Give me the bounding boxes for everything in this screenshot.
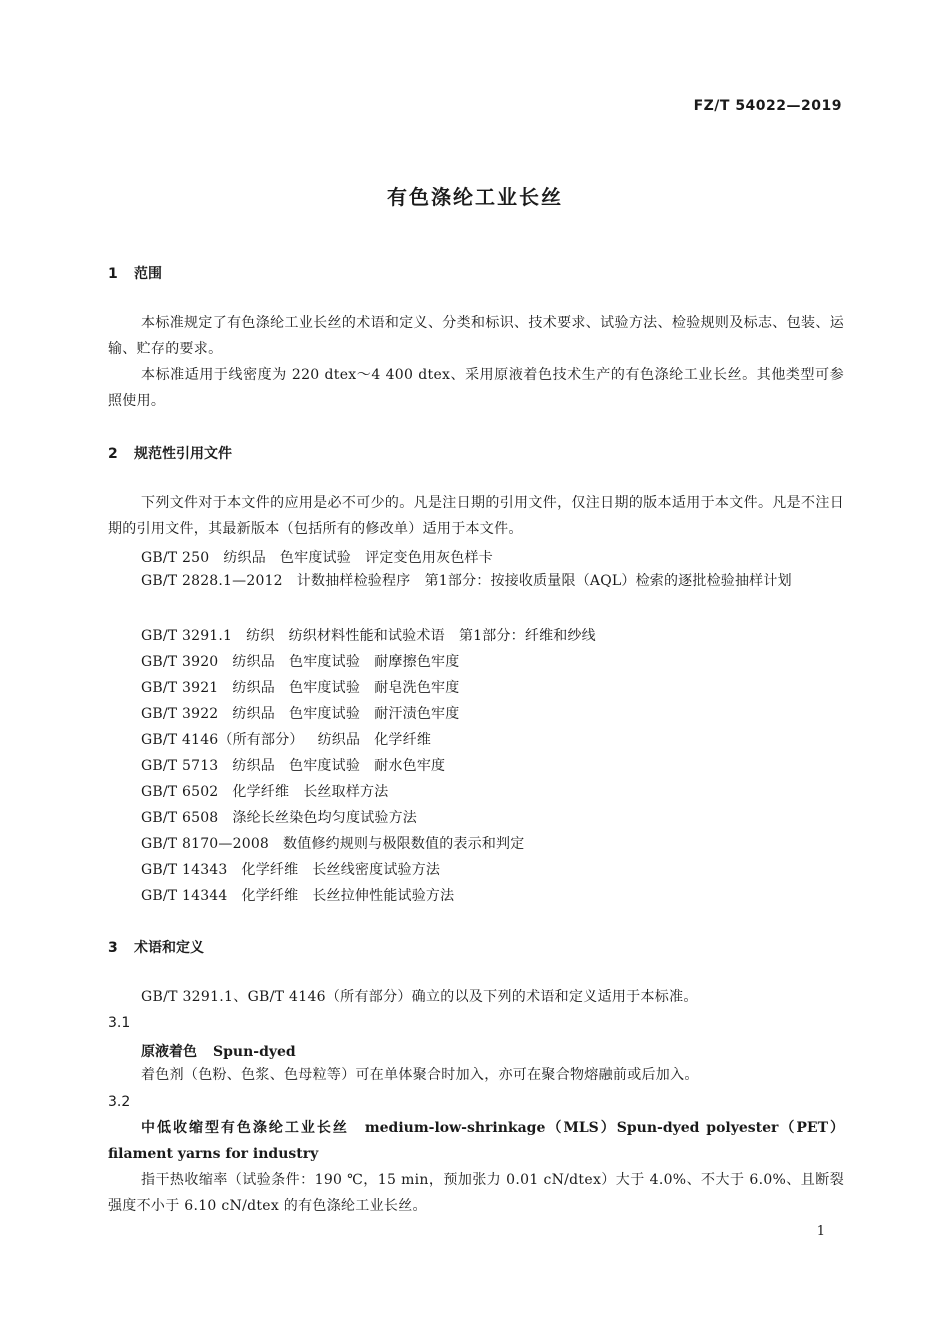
term-heading: [108, 1115, 844, 1167]
section-1-paragraph-2: 本标准适用于线密度为 220 dtex～4 400 dtex、采用原液着色技术生产的有色涤纶工业长丝。其他类型可参照使用。: [108, 367, 844, 409]
reference-title: 长丝取样方法: [303, 784, 389, 800]
reference-title: 涤纶长丝染色均匀度试验方法: [232, 810, 418, 826]
section-3-heading: [108, 937, 204, 957]
reference-part: 纺织: [246, 628, 275, 644]
section-number: 3: [108, 940, 118, 956]
reference-code: GB/T 14343: [141, 862, 228, 878]
reference-code: GB/T 250: [141, 550, 210, 566]
section-1-heading: [108, 263, 162, 283]
section-2-heading: [108, 443, 232, 463]
page-number: 1: [816, 1224, 825, 1239]
reference-code: GB/T 6508: [141, 810, 219, 826]
reference-title: 计数抽样检验程序 第1部分：按接收质量限（AQL）检索的逐批检验抽样计划: [296, 573, 792, 589]
reference-item: [141, 833, 524, 853]
reference-code: GB/T 8170—2008: [141, 836, 270, 852]
reference-title: 化学纤维: [374, 732, 432, 748]
term-en: Spun-dyed: [213, 1044, 296, 1060]
reference-item: [141, 755, 445, 775]
reference-title: 色牢度试验 耐汗渍色牢度: [289, 706, 460, 722]
reference-code: GB/T 14344: [141, 888, 228, 904]
term-definition: 指干热收缩率（试验条件：190 ℃，15 min，预加张力 0.01 cN/dtex）大于 4.0%、不大于 6.0%、且断裂强度不小于 6.10 cN/dtex 的有色涤纶工业长丝。: [108, 1172, 844, 1214]
reference-code: GB/T 5713: [141, 758, 219, 774]
reference-item: [108, 568, 844, 594]
term-number: 3.1: [108, 1015, 131, 1031]
section-title: 规范性引用文件: [134, 446, 232, 462]
reference-title: 色牢度试验 评定变色用灰色样卡: [279, 550, 493, 566]
section-1-paragraph-1: 本标准规定了有色涤纶工业长丝的术语和定义、分类和标识、技术要求、试验方法、检验规则及标志、包装、运输、贮存的要求。: [108, 315, 844, 357]
reference-code: GB/T 3920: [141, 654, 219, 670]
section-number: 2: [108, 446, 118, 462]
section-2-intro: 下列文件对于本文件的应用是必不可少的。凡是注日期的引用文件，仅注日期的版本适用于本文件。凡是不注日期的引用文件，其最新版本（包括所有的修改单）适用于本文件。: [108, 495, 844, 537]
term-heading: [141, 1041, 296, 1061]
reference-item: [141, 859, 440, 879]
term-definition: 着色剂（色粉、色浆、色母粒等）可在单体聚合时加入，亦可在聚合物熔融前或后加入。: [141, 1067, 699, 1083]
reference-title: 色牢度试验 耐皂洗色牢度: [289, 680, 460, 696]
reference-item: [141, 625, 596, 645]
reference-code: GB/T 3921: [141, 680, 219, 696]
reference-part: 纺织品: [317, 732, 361, 748]
reference-item: [141, 677, 459, 697]
reference-item: [141, 651, 459, 671]
term-zh: 中低收缩型有色涤纶工业长丝: [141, 1120, 349, 1136]
reference-code: GB/T 3291.1: [141, 628, 233, 644]
reference-item: [141, 703, 459, 723]
section-3-intro: GB/T 3291.1、GB/T 4146（所有部分）确立的以及下列的术语和定义适用于本标准。: [141, 989, 698, 1005]
reference-code: GB/T 2828.1—2012: [141, 573, 283, 589]
reference-title: 色牢度试验 耐摩擦色牢度: [289, 654, 460, 670]
reference-part: 纺织品: [223, 550, 266, 566]
section-title: 范围: [134, 266, 162, 282]
term-zh: 原液着色: [141, 1044, 197, 1060]
reference-item: [141, 807, 417, 827]
reference-item: [141, 885, 454, 905]
reference-part: 化学纤维: [241, 862, 299, 878]
reference-part: 纺织品: [232, 680, 276, 696]
reference-title: 长丝拉伸性能试验方法: [312, 888, 455, 904]
section-number: 1: [108, 266, 118, 282]
reference-item: [141, 547, 493, 567]
reference-part: 纺织品: [232, 654, 276, 670]
reference-item: [141, 781, 388, 801]
reference-part: 化学纤维: [232, 784, 290, 800]
standard-number: FZ/T 54022—2019: [693, 98, 842, 114]
reference-title: 长丝线密度试验方法: [312, 862, 441, 878]
reference-part: 化学纤维: [241, 888, 299, 904]
reference-part: 纺织品: [232, 706, 276, 722]
reference-code: GB/T 4146（所有部分）: [141, 732, 304, 748]
reference-code: GB/T 3922: [141, 706, 219, 722]
reference-code: GB/T 6502: [141, 784, 219, 800]
section-title: 术语和定义: [134, 940, 204, 956]
term-en: medium-low-shrinkage（MLS）Spun-dyed polyester（PET）filament yarns for industry: [108, 1120, 844, 1162]
reference-part: 纺织品: [232, 758, 276, 774]
reference-title: 数值修约规则与极限数值的表示和判定: [283, 836, 525, 852]
reference-title: 纺织材料性能和试验术语 第1部分：纤维和纱线: [288, 628, 596, 644]
reference-item: [141, 729, 431, 749]
term-number: 3.2: [108, 1094, 131, 1110]
reference-title: 色牢度试验 耐水色牢度: [289, 758, 446, 774]
document-title: 有色涤纶工业长丝: [387, 185, 563, 209]
